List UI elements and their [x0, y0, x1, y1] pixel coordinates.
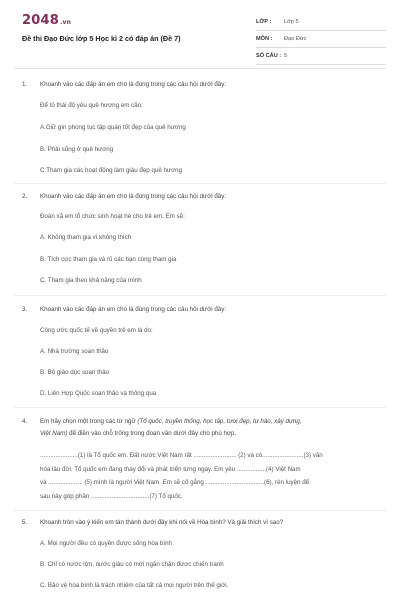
question-divider: [14, 407, 386, 408]
meta-key: MÔN :: [256, 36, 273, 42]
answer-option[interactable]: C. Tham gia theo khả năng của mình: [40, 277, 142, 284]
meta-value: Lớp 5: [284, 19, 299, 25]
header: [0, 0, 400, 66]
answer-option[interactable]: B. Phải sống ở quê hương: [40, 146, 114, 153]
meta-key: LỚP :: [256, 19, 272, 25]
paragraph-line[interactable]: và .................... (5) mình là người Việt Nam. Em sẽ cố gắng ..................................(6), rèn luyện để: [40, 479, 310, 486]
answer-option[interactable]: B. Tích cực tham gia và rủ các bạn cùng tham gia: [40, 256, 177, 263]
meta-row-subject: [256, 31, 386, 48]
answer-option[interactable]: B. Bộ giáo dục soạn thảo: [40, 369, 110, 376]
question-divider: [14, 295, 386, 296]
answer-option[interactable]: D. Liên Hợp Quốc soạn thảo và thông qua: [40, 390, 157, 397]
answer-option[interactable]: A. Mọi người đều có quyền được sống hòa bình: [40, 540, 172, 547]
question-number: 2.: [22, 193, 28, 200]
question-prompt: Đoàn xã em tổ chức sinh hoạt hè cho trẻ em. Em sẽ:: [40, 213, 185, 220]
answer-option[interactable]: C.Tham gia các hoạt động làm giàu đẹp quê hương: [40, 167, 183, 174]
paragraph-line[interactable]: sau này góp phần ..................................(7) Tổ quốc.: [40, 492, 183, 500]
meta-value: 5: [284, 53, 288, 59]
question-number: 5.: [22, 519, 28, 526]
fill-in-paragraph: [40, 449, 384, 503]
question-number: 4.: [22, 418, 28, 425]
page-title: Đề thi Đạo Đức lớp 5 Học kì 2 có đáp án (Đề 7): [22, 34, 181, 43]
question-number: 1.: [22, 81, 28, 88]
question-prompt: Công ước quốc tế về quyền trẻ em là do:: [40, 327, 153, 334]
word-bank: (Tổ quốc, truyền thống, học tập, tươi đẹp, tự hào, xây dựng,: [137, 418, 302, 425]
question-stem: [40, 416, 380, 440]
question-prompt: Để tỏ thái độ yêu quê hương em cần:: [40, 102, 143, 109]
meta-value: Đạo Đức: [284, 36, 307, 42]
question-stem: Khoanh vào các đáp án em cho là đúng trong các câu hỏi dưới đây:: [40, 193, 227, 200]
stem-text-end: để điền vào chỗ trống trong đoạn văn dưới đây cho phù hợp.: [67, 430, 237, 437]
answer-option[interactable]: B. Chỉ có nước lớn, nước giàu có mới ngăn chặn được chiến tranh: [40, 561, 224, 568]
brand-suffix: .vn: [59, 19, 72, 26]
question-divider: [14, 510, 386, 511]
answer-option[interactable]: A. Nhà trường soạn thảo: [40, 348, 109, 355]
answer-option[interactable]: A. Không tham gia vì không thích: [40, 234, 132, 241]
question-number: 3.: [22, 306, 28, 313]
meta-row-count: [256, 48, 386, 65]
brand-name: 2048: [22, 13, 59, 28]
word-bank-end: Việt Nam): [40, 430, 68, 437]
stem-text: Em hãy chọn một trong các từ ngữ: [40, 418, 138, 425]
answer-option[interactable]: A.Giữ gìn phong tục tập quán tốt đẹp của quê hương: [40, 124, 186, 131]
paragraph-line[interactable]: hóa lâu đời. Tổ quốc em đang thay đổi và phát triển từng ngày. Em yêu .................(4) Việt Nam: [40, 465, 301, 473]
meta-table: [256, 14, 386, 65]
meta-row-class: [256, 14, 386, 31]
answer-option[interactable]: C. Bảo vệ hòa bình là trách nhiệm của tất cả mọi người trên thế giới.: [40, 582, 229, 589]
question-stem: Khoanh tròn vào ý kiến em tán thành dưới đây khi nói về Hòa bình? Và giải thích vì sao?: [40, 519, 284, 526]
paragraph-line[interactable]: ......................(1) là Tổ quốc em. Đất nước Việt Nam rất ......................... (2) và có........................(3) văn: [40, 452, 323, 459]
question-divider: [14, 183, 386, 184]
question-stem: Khoanh vào các đáp án em cho là đúng trong các câu hỏi dưới đây:: [40, 81, 227, 88]
question-stem: Khoanh vào các đáp án em cho là đúng trong các câu hỏi dưới đây:: [40, 306, 227, 313]
header-divider: [14, 68, 386, 69]
brand-logo[interactable]: [22, 13, 71, 28]
meta-key: SỐ CÂU :: [256, 53, 282, 59]
